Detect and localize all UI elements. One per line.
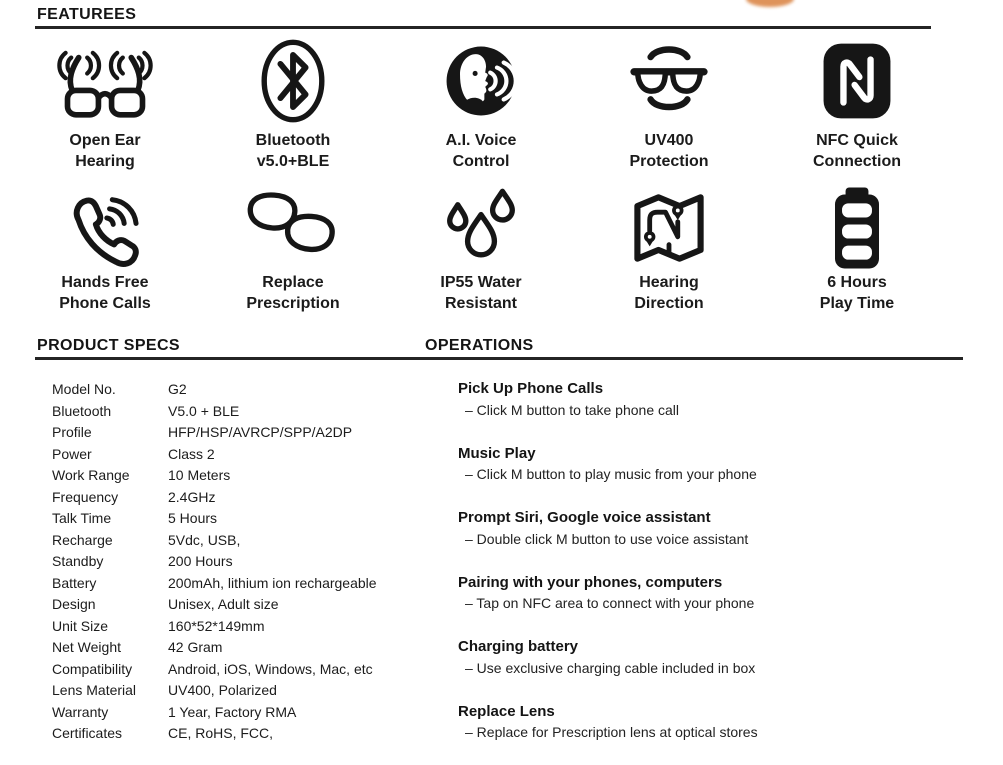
spec-row <box>52 637 432 659</box>
feature-label-line: Protection <box>629 153 709 170</box>
operation-detail: – Click M button to take phone call <box>465 401 680 418</box>
spec-value: 200 Hours <box>168 553 233 569</box>
spec-value: Unisex, Adult size <box>168 596 279 612</box>
feature-label-line: 6 Hours <box>827 274 887 291</box>
feature-label-line: Hearing <box>639 274 699 291</box>
spec-value: 2.4GHz <box>168 488 216 505</box>
spec-row <box>52 422 432 444</box>
operation-item <box>458 572 978 615</box>
spec-value: 5Vdc, USB, <box>168 531 241 548</box>
feature-label <box>246 272 339 314</box>
operation-detail: – Tap on NFC area to connect with your phone <box>465 595 755 611</box>
feature-label-line: Resistant <box>444 295 518 312</box>
spec-value: V5.0 + BLE <box>168 402 240 419</box>
replace-lens-icon <box>243 184 343 272</box>
feature-label-line: Hearing <box>75 153 135 170</box>
features-title: FEATUREES <box>37 6 137 23</box>
feature-label-line: NFC Quick <box>816 132 898 149</box>
battery-icon <box>826 184 888 272</box>
spec-label: Frequency <box>52 488 119 505</box>
feature-label-line: Hands Free <box>61 274 149 291</box>
spec-value: Android, iOS, Windows, Mac, etc <box>168 660 373 677</box>
product-specs-title: PRODUCT SPECS <box>37 337 180 354</box>
spec-label: Talk Time <box>52 510 112 526</box>
product-specs-table <box>52 379 432 745</box>
water-drops-icon <box>436 184 526 272</box>
operations-title: OPERATIONS <box>425 337 534 354</box>
spec-row <box>52 551 432 573</box>
operation-heading: Replace Lens <box>458 702 555 720</box>
spec-row <box>52 573 432 595</box>
spec-row <box>52 487 432 509</box>
spec-row <box>52 530 432 552</box>
map-route-icon <box>625 184 713 272</box>
spec-value: 1 Year, Factory RMA <box>168 703 297 720</box>
spec-value: HFP/HSP/AVRCP/SPP/A2DP <box>168 424 353 440</box>
spec-row <box>52 723 432 745</box>
nfc-icon <box>817 32 897 130</box>
feature-label-line: Phone Calls <box>59 295 151 312</box>
spec-label: Bluetooth <box>52 402 112 419</box>
spec-label: Model No. <box>52 381 116 397</box>
spec-row <box>52 444 432 466</box>
feature-nfc <box>763 32 951 178</box>
spec-label: Certificates <box>52 725 123 741</box>
feature-label-line: Connection <box>813 153 901 170</box>
bluetooth-icon <box>257 32 329 130</box>
feature-label-line: Bluetooth <box>255 132 331 149</box>
feature-label-line: UV400 <box>644 132 694 149</box>
spec-value: 200mAh, lithium ion rechargeable <box>168 574 377 591</box>
feature-label-line: Prescription <box>246 295 340 312</box>
spec-label: Profile <box>52 424 92 440</box>
feature-label-line: Replace <box>262 274 324 291</box>
spec-label: Net Weight <box>52 639 121 655</box>
feature-label <box>813 130 901 172</box>
feature-hearing-direction <box>575 184 763 324</box>
spec-row <box>52 379 432 401</box>
spec-row <box>52 616 432 638</box>
spec-row <box>52 594 432 616</box>
feature-label-line: A.I. Voice <box>445 132 517 149</box>
feature-label-line: Open Ear <box>69 132 141 149</box>
feature-label-line: Direction <box>634 295 704 312</box>
operation-item <box>458 701 978 744</box>
feature-replace-prescription <box>199 184 387 324</box>
spec-label: Work Range <box>52 467 130 483</box>
operations-list <box>458 378 978 765</box>
spec-value: G2 <box>168 381 187 397</box>
spec-value: 5 Hours <box>168 510 218 526</box>
feature-bluetooth <box>199 32 387 178</box>
spec-value: CE, RoHS, FCC, <box>168 725 274 741</box>
orange-blob <box>746 0 794 7</box>
feature-label-line: Control <box>452 153 510 170</box>
operation-heading: Music Play <box>458 444 536 462</box>
spec-value: 160*52*149mm <box>168 617 265 634</box>
spec-label: Lens Material <box>52 682 137 698</box>
feature-uv400 <box>575 32 763 178</box>
spec-row <box>52 659 432 681</box>
features-grid <box>11 32 951 324</box>
feature-label-line: IP55 Water <box>440 274 522 291</box>
spec-value: UV400, Polarized <box>168 682 277 698</box>
operation-item <box>458 443 978 486</box>
spec-label: Warranty <box>52 703 109 720</box>
spec-value: Class 2 <box>168 445 215 462</box>
spec-label: Power <box>52 445 92 462</box>
feature-open-ear-hearing <box>11 32 199 178</box>
feature-label-line: v5.0+BLE <box>256 153 330 170</box>
feature-label <box>256 130 331 172</box>
uv400-icon <box>623 32 715 130</box>
operation-detail: – Replace for Prescription lens at optical stores <box>465 724 758 740</box>
spec-label: Battery <box>52 574 97 591</box>
operation-detail: – Use exclusive charging cable included in box <box>465 659 756 676</box>
feature-label <box>59 272 151 314</box>
feature-label <box>446 130 517 172</box>
spec-label: Compatibility <box>52 660 133 677</box>
specs-operations-rule <box>35 357 963 360</box>
spec-row <box>52 465 432 487</box>
spec-label: Recharge <box>52 531 113 548</box>
feature-water-resistant <box>387 184 575 324</box>
operation-heading: Pick Up Phone Calls <box>458 380 604 397</box>
feature-label <box>440 272 521 314</box>
feature-label <box>629 130 708 172</box>
operation-item <box>458 378 978 421</box>
ai-voice-icon <box>439 32 523 130</box>
spec-label: Unit Size <box>52 617 109 634</box>
spec-value: 42 Gram <box>168 639 223 655</box>
spec-label: Design <box>52 596 96 612</box>
feature-label <box>634 272 703 314</box>
operation-heading: Prompt Siri, Google voice assistant <box>458 509 711 526</box>
feature-hands-free <box>11 184 199 324</box>
spec-row <box>52 508 432 530</box>
operation-detail: – Double click M button to use voice assistant <box>465 530 749 547</box>
feature-label <box>820 272 894 314</box>
feature-ai-voice <box>387 32 575 178</box>
spec-label: Standby <box>52 553 104 569</box>
spec-value: 10 Meters <box>168 467 231 483</box>
feature-play-time <box>763 184 951 324</box>
hands-free-phone-icon <box>59 184 151 272</box>
operation-item <box>458 636 978 679</box>
open-ear-hearing-icon <box>53 32 157 130</box>
feature-label-line: Play Time <box>819 295 895 312</box>
operation-detail: – Click M button to play music from your phone <box>465 466 757 482</box>
spec-row <box>52 702 432 724</box>
operation-item <box>458 507 978 550</box>
feature-label <box>69 130 140 172</box>
operation-heading: Pairing with your phones, computers <box>458 573 723 591</box>
operation-heading: Charging battery <box>458 638 579 655</box>
spec-row <box>52 680 432 702</box>
features-rule <box>35 26 931 29</box>
spec-row <box>52 401 432 423</box>
